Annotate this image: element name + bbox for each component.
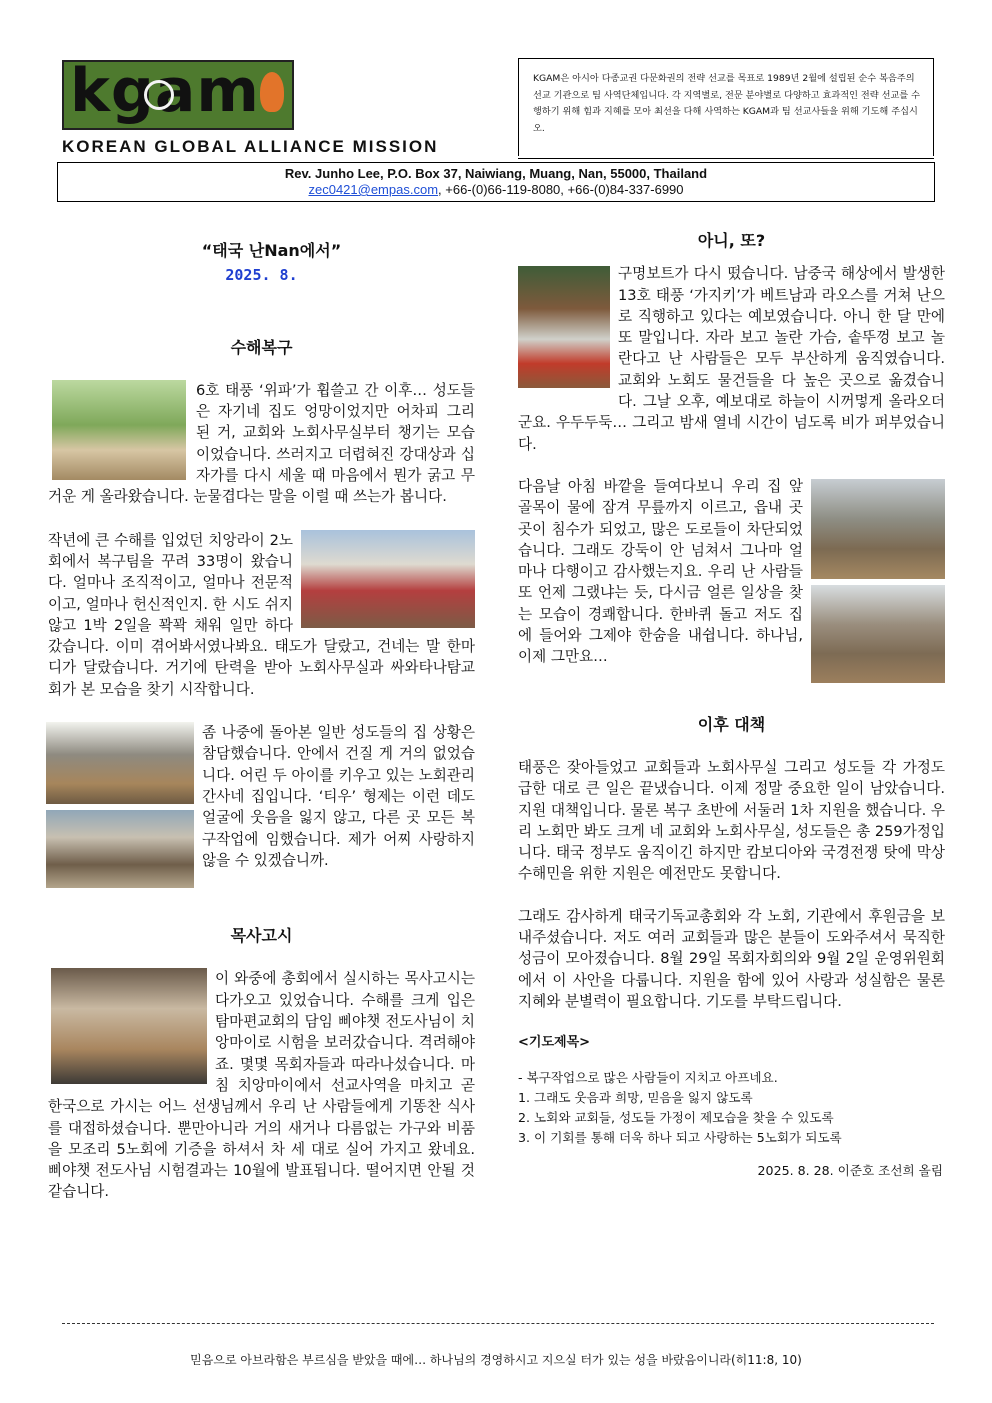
recovery-paragraph-1: 6호 태풍 ‘위파’가 휩쓸고 간 이후… 성도들은 자기네 집도 엉망이었지만 어차피 그리 된 거, 교회와 노회사무실부터 챙기는 모습이었습니다. 쓰러지고 더렵혀진 강대상과 십자가를 다시 세울 때 마음에서 뭔가 굵고 무거운 게 올라왔습니다. 눈물겹다는 말을 이럴 때 쓰는가 봅니다. bbox=[48, 381, 475, 506]
section-title-measures: 이후 대책 bbox=[697, 714, 766, 734]
photo-damaged-house-2 bbox=[46, 810, 194, 888]
photo-flood-sandbags bbox=[518, 266, 610, 388]
left-column bbox=[48, 240, 475, 1203]
photo-church-members bbox=[52, 380, 186, 480]
prayer-item: 1. 그래도 웃음과 희망, 믿음을 잃지 않도록 bbox=[518, 1089, 753, 1105]
prayer-item: - 복구작업으로 많은 사람들이 지치고 아프네요. bbox=[518, 1069, 778, 1085]
damaged-house-photos bbox=[46, 722, 194, 888]
section-title-again: 아니, 또? bbox=[697, 231, 766, 250]
again-paragraph-2: 다음날 아침 바깥을 들여다보니 우리 집 앞 골목이 물에 잠겨 무릎까지 이르고, 읍내 곳곳이 침수가 되었고, 많은 도로들이 차단되었습니다. 그래도 강둑이 안 넘쳐서 그나마 얼마나 다행이고 감사했는지요. 우리 난 사람들 또 언제 그랬냐는 듯, 다시금 얼른 일상을 찾는 모습이 경쾌합니다. 한바퀴 돌고 저도 집에 들어와 그제야 한숨을 내쉽니다. 하나님, 이제 그만요… bbox=[518, 476, 945, 668]
logo-text: kgam bbox=[70, 56, 260, 126]
prayer-item: 3. 이 기회를 통해 더욱 하나 되고 사랑하는 5노회가 되도록 bbox=[518, 1129, 842, 1145]
org-name: KOREAN GLOBAL ALLIANCE MISSION bbox=[62, 137, 439, 156]
phone-numbers: , +66-(0)66-119-8080, +66-(0)84-337-6990 bbox=[438, 182, 684, 197]
footer-verse: 믿음으로 아브라함은 부르심을 받았을 때에… 하나님의 경영하시고 지으실 터가 있는 성을 바랐음이니라(히11:8, 10) bbox=[190, 1353, 802, 1367]
globe-icon bbox=[144, 80, 174, 110]
photo-meal-gathering bbox=[51, 968, 207, 1084]
measures-paragraph-1: 태풍은 잦아들었고 교회들과 노회사무실 그리고 성도들 각 가정도 급한 대로 큰 일은 끝냈습니다. 이제 정말 중요한 일이 남았습니다. 지원 대책입니다. 물론 복구 초반에 서둘러 1차 지원을 했습니다. 우리 노회만 봐도 크게 네 교회와 노회사무실, 성도들은 총 259가정입니다. 태국 정부도 움직이긴 하지만 캄보디아와 국경전쟁 탓에 막상 수해민을 위한 지원은 예전만도 못합니다. bbox=[518, 758, 945, 883]
intro-box: KGAM은 아시아 다종교권 다문화권의 전략 선교를 목표로 1989년 2월에 설립된 순수 복음주의 선교 기관으로 팀 사역단체입니다. 각 지역별로, 전문 분야별로 다양하고 효과적인 전략 선교를 수행하기 위해 힘과 지혜를 모아 최선을 다해 사역하는 KGAM과 팀 선교사들을 위해 기도해 주십시오. bbox=[518, 58, 934, 156]
flood-street-photos bbox=[811, 479, 945, 683]
again-paragraph-1: 구명보트가 다시 떴습니다. 남중국 해상에서 발생한 13호 태풍 ‘가지키’가 베트남과 라오스를 거쳐 난으로 직행하고 있다는 예보였습니다. 아니 한 달 만에 또 말입니다. 자라 보고 놀란 가슴, 솥뚜껑 보고 놀란다고 난 사람들은 모두 부산하게 움직였습니다. 교회와 노회도 물건들을 다 높은 곳으로 옮겼습니다. 그날 오후, 예보대로 하늘이 시꺼멓게 올라오더군요. 우두두둑… 그리고 밤새 열네 시간이 넘도록 비가 퍼부었습니다. bbox=[518, 265, 945, 453]
photo-flooded-street-2 bbox=[811, 585, 945, 683]
prayer-item: 2. 노회와 교회들, 성도들 가정이 제모습을 찾을 수 있도록 bbox=[518, 1109, 834, 1125]
signature: 2025. 8. 28. 이준호 조선희 올림 bbox=[757, 1162, 943, 1178]
flame-icon bbox=[260, 72, 284, 112]
photo-damaged-house-1 bbox=[46, 722, 194, 804]
section-title-recovery: 수해복구 bbox=[230, 337, 293, 357]
letter-title: “태국 난Nan에서” bbox=[201, 241, 342, 260]
right-column bbox=[518, 230, 945, 1181]
kgam-logo bbox=[62, 56, 294, 130]
measures-paragraph-2: 그래도 감사하게 태국기독교총회와 각 노회, 기관에서 후원금을 보내주셨습니다. 저도 여러 교회들과 많은 분들이 도와주셔서 묵직한 성금이 모아졌습니다. 8월 29일 목회자회의와 9월 2일 운영위원회에서 이 사안을 다룹니다. 지원을 함에 있어 사랑과 성실함은 물론 지혜와 분별력이 필요합니다. 기도를 부탁드립니다. bbox=[518, 907, 945, 1010]
contact-box bbox=[57, 162, 935, 202]
email-link[interactable]: zec0421@empas.com bbox=[308, 182, 439, 197]
recovery-paragraph-3: 좀 나중에 돌아본 일반 성도들의 집 상황은 참담했습니다. 안에서 건질 게 거의 없었습니다. 어린 두 아이를 키우고 있는 노회관리 간사네 집입니다. ‘티우’ 형제는 이런 데도 얼굴에 웃음을 잃지 않고, 다른 곳 모든 복구작업에 임했습니다. 제가 어찌 사랑하지 않을 수 있겠습니까. bbox=[48, 722, 475, 871]
photo-recovery-team bbox=[301, 530, 475, 628]
footer-divider bbox=[62, 1323, 934, 1324]
section-title-exam: 목사고시 bbox=[230, 926, 293, 946]
exam-paragraph: 이 와중에 총회에서 실시하는 목사고시는 다가오고 있었습니다. 수해를 크게 입은 탐마편교회의 담임 삐야챗 전도사님이 치앙마이로 시험을 보러갔습니다. 격려해야죠. 몇몇 목회자들과 따라나섰습니다. 마침 치앙마이에서 선교사역을 마치고 곧 한국으로 가시는 어느 선생님께서 우리 난 사람들에게 기똥찬 식사를 대접하셨습니다. 뿐만아니라 거의 새거나 다름없는 가구와 비품을 모조리 5노회에 기증을 하셔서 차 세 대로 실어 가지고 왔네요. 삐야챗 전도사님 시험결과는 10월에 발표됩니다. 떨어지면 안될 것 같습니다. bbox=[48, 970, 475, 1201]
prayer-title: <기도제목> bbox=[518, 1035, 591, 1051]
recovery-paragraph-2: 작년에 큰 수해를 입었던 치앙라이 2노회에서 복구팀을 꾸려 33명이 왔습니다. 얼마나 조직적이고, 얼마나 전문적이고, 얼마나 헌신적인지. 한 시도 쉬지 않고 1박 2일을 꽉꽉 채워 일만 하다 갔습니다. 이미 겪어봐서였나봐요. 태도가 달랐고, 건네는 말 한마디가 달랐습니다. 거기에 탄력을 받아 노회사무실과 싸와타나탐교회가 본 모습을 찾기 시작합니다. bbox=[48, 531, 475, 698]
address: Rev. Junho Lee, P.O. Box 37, Naiwiang, Muang, Nan, 55000, Thailand bbox=[284, 166, 708, 181]
letter-date: 2025. 8. bbox=[225, 266, 298, 285]
photo-flooded-street-1 bbox=[811, 479, 945, 579]
prayer-list bbox=[518, 1068, 945, 1148]
